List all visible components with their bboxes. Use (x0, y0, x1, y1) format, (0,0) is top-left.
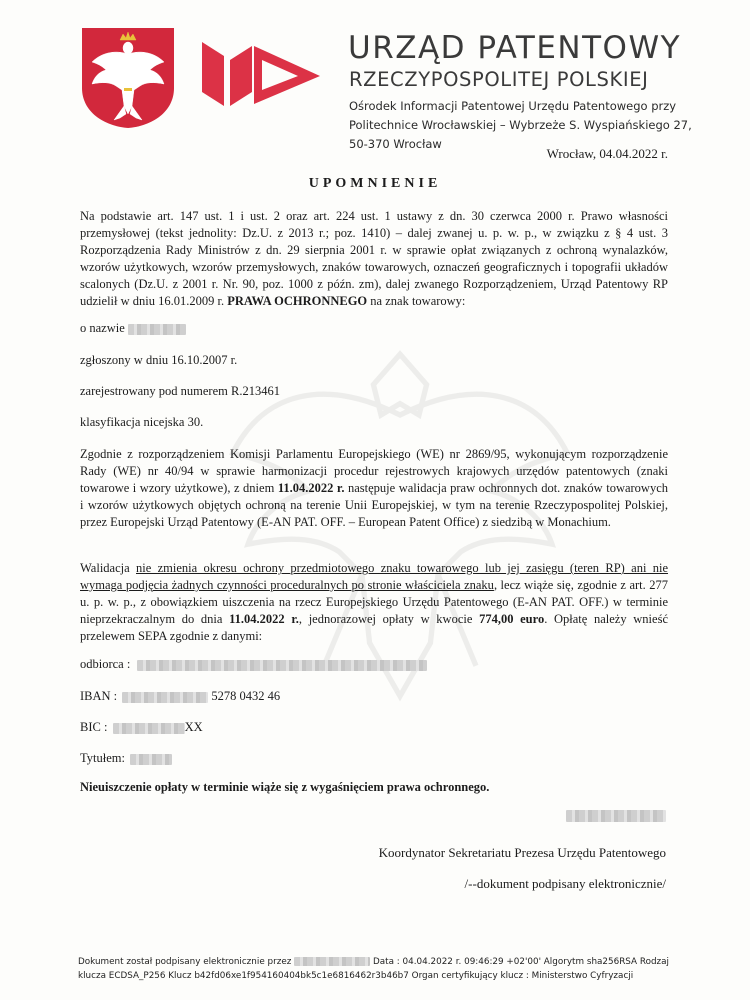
transfer-title-row (80, 751, 172, 766)
bold-text: PRAWA OCHRONNEGO (227, 294, 368, 308)
paragraph-text: Walidacja (80, 561, 130, 575)
signatory-role: Koordynator Sekretariatu Prezesa Urzędu Patentowego (378, 845, 666, 860)
field-label: odbiorca : (80, 657, 131, 671)
expiry-warning: Nieuiszczenie opłaty w terminie wiąże się z wygaśnięciem prawa ochronnego. (80, 780, 490, 794)
footer-text: Data : 04.04.2022 r. 09:46:29 +02'00' Algorytm sha256RSA Rodzaj (372, 957, 670, 967)
iban-row (80, 689, 280, 704)
paragraph-text: . Opłatę należy wnieść przelewem SEPA zgodnie z danymi: (80, 612, 668, 643)
paragraph-text: następuje walidacja praw ochronnych dot. znaków towarowych i wzorów użytkowych objętych ochroną na terenie Unii Europejskiej, w tym na terenie Rzeczypospolitej Polskiej, przez Europejski Urząd Patentowy (E-AN PAT. OFF. – European Patent Office) z siedzibą w Monachium. (80, 481, 669, 529)
redacted-block (122, 692, 208, 703)
field-label: Tytułem: (80, 751, 125, 765)
poland-emblem-icon (80, 26, 176, 130)
footer-line: klucza ECDSA_P256 Klucz b42fd06xe1f954160404bk5c1e6816462r3b46b7 Organ certyfikujący klucz : Ministerstwo Cyfryzacji (78, 971, 634, 981)
patent-office-logo-icon (202, 42, 320, 106)
footer-text: Dokument został podpisany elektronicznie przez (78, 957, 292, 967)
org-subtitle: RZECZYPOSPOLITEJ POLSKIEJ (349, 68, 649, 91)
fee-paragraph (80, 560, 668, 645)
nice-classification: klasyfikacja nicejska 30. (80, 415, 204, 429)
paragraph-text: na znak towarowy: (370, 294, 466, 308)
signature-footer (78, 955, 698, 983)
address-line: Politechnice Wrocławskiej – Wybrzeże S. Wyspiańskiego 27, (349, 118, 692, 132)
paragraph-text: Zgodnie z rozporządzeniem Komisji Parlamentu Europejskiego (WE) nr 2869/95, wykonującym rozporządzenie Rady (WE) nr 40/94 w sprawie harmonizacji procedur rejestrowych krajowych urzędów patentowych (znaki towarowe i wzory użytkowe), z dniem (80, 447, 668, 495)
paragraph-text: , jednorazowej opłaty w kwocie (298, 612, 473, 626)
registration-number: zarejestrowany pod numerem R.213461 (80, 384, 280, 398)
bic-row (80, 720, 203, 735)
bold-date: 11.04.2022 r. (229, 612, 299, 626)
electronic-signature-note: /--dokument podpisany elektronicznie/ (464, 876, 666, 891)
legal-basis-paragraph (80, 208, 668, 310)
paragraph-text: Na podstawie art. 147 ust. 1 i ust. 2 oraz art. 224 ust. 1 ustawy z dn. 30 czerwca 2000 r. Prawo własności przemysłowej (tekst jednolity: Dz.U. z 2013 r.; poz. 1410) – dalej zwanej u. p. w. p., w związku z § 4 ust. 3 Rozporządzenia Rady Ministrów z dn. 29 sierpnia 2001 r. w sprawie opłat związanych z ochroną wynalazków, wzorów użytkowych, wzorów przemysłowych, znaków towarowych, oznaczeń geograficznych i topografii układów scalonych (Dz.U. z 2001 r. Nr. 90, poz. 1000 z późn. zm), dalej zwanego Rozporządzeniem, Urząd Patentowy RP udzielił w dniu 16.01.2009 r. (80, 209, 668, 308)
redacted-block (137, 660, 427, 671)
org-title: URZĄD PATENTOWY (348, 30, 682, 66)
filed-date: zgłoszony w dniu 16.10.2007 r. (80, 353, 238, 367)
address-line: Ośrodek Informacji Patentowej Urzędu Patentowego przy (349, 99, 677, 113)
underlined-text: nie zmienia okresu ochrony przedmiotowego znaku towarowego lub jej zasięgu (teren RP) ani nie wymaga podjęcia żadnych czynności proceduralnych po stronie właściciela znaku (80, 561, 669, 592)
trademark-name-row (80, 321, 186, 336)
redacted-block (294, 957, 370, 966)
field-label: o nazwie (80, 321, 125, 335)
iban-visible-digits: 5278 0432 46 (211, 689, 281, 703)
bold-amount: 774,00 euro (479, 612, 545, 626)
paragraph-text: , lecz wiąże się, zgodnie z art. 277 u. p. w. p., z obowiązkiem uiszczenia na rzecz Europejskiego Urzędu Patentowego (E-AN PAT. OFF.) w terminie nieprzekraczalnym do dnia (80, 578, 668, 626)
bic-visible-chars: XX (184, 720, 203, 734)
footer-line (78, 955, 698, 969)
address-line: 50-370 Wrocław (349, 137, 442, 151)
field-label: BIC : (80, 720, 108, 734)
document-date: Wrocław, 04.04.2022 r. (546, 146, 668, 161)
bold-date: 11.04.2022 r. (277, 481, 345, 495)
redacted-block (113, 723, 185, 734)
redacted-signatory (566, 810, 666, 822)
redacted-block (130, 754, 172, 765)
document-title: UPOMNIENIE (308, 176, 442, 191)
redacted-block (128, 324, 186, 335)
recipient-row (80, 657, 427, 672)
field-label: IBAN : (80, 689, 118, 703)
validation-paragraph (80, 446, 668, 531)
